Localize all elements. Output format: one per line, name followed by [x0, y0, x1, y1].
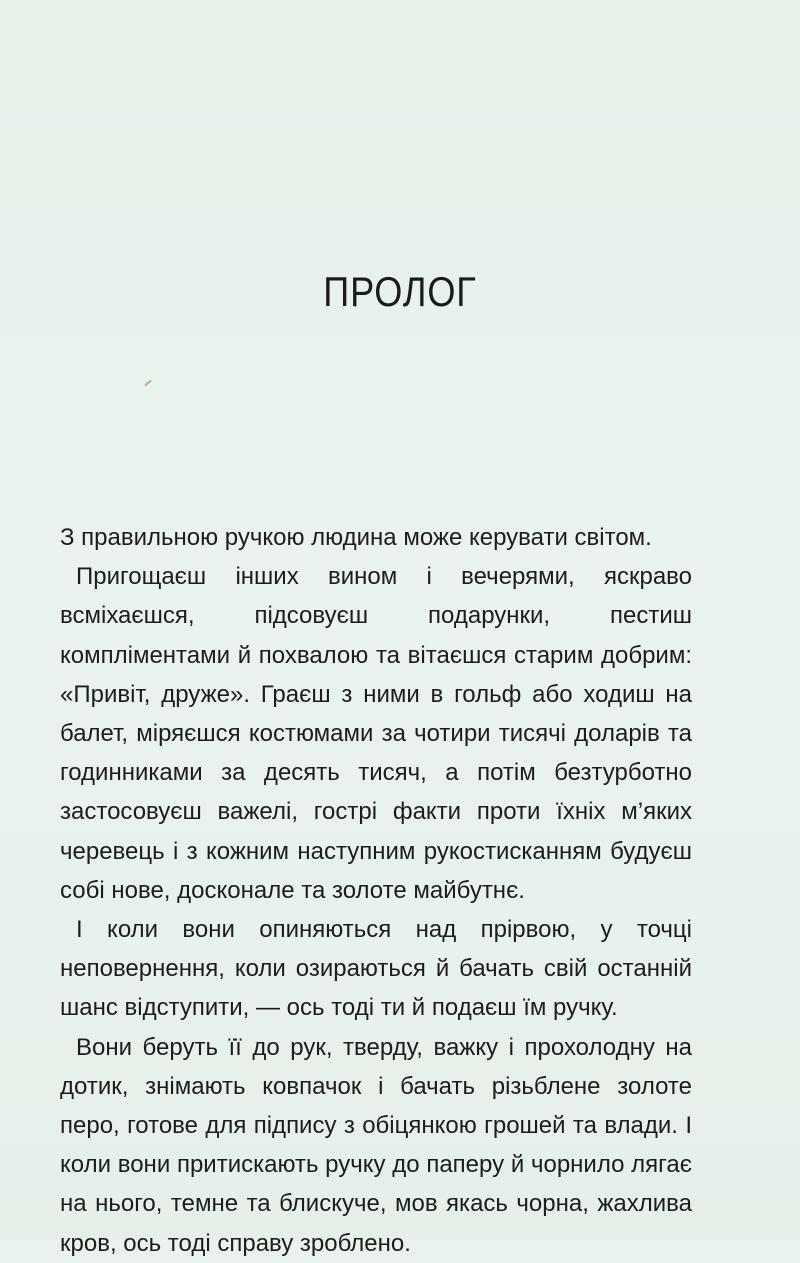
- show-through-text: [40, 50, 760, 84]
- chapter-title: ПРОЛОГ: [323, 268, 477, 315]
- paragraph: Пригощаєш інших вином і вечерями, яскраво всміхаєшся, підсовуєш подарунки, пестиш компліментами й похвалою та вітаєшся старим добрим: «Привіт, друже». Граєш з ними в гольф або ходиш на балет, міряєшся костюмами за чотири тисячі доларів та годинниками за десять тисяч, а потім безтурботно застосовуєш важелі, гострі факти проти їхніх м’яких черевець і з кожним наступним рукостисканням будуєш собі нове, досконале та золоте майбутнє.: [60, 563, 692, 904]
- ink-mark: [144, 380, 151, 387]
- paragraph: З правильною ручкою людина може керувати світом.: [60, 524, 652, 551]
- paragraph: І коли вони опиняються над прірвою, у точці неповернення, коли озираються й бачать свій останній шанс відступити, — ось тоді ти й подаєш їм ручку.: [60, 916, 692, 1022]
- chapter-body: [60, 518, 692, 1263]
- paragraph: Вони беруть її до рук, тверду, важку і прохолодну на дотик, знімають ковпачок і бачать різьблене золоте перо, готове для підпису з обіцянкою грошей та влади. І коли вони притискають ручку до паперу й чорнило лягає на нього, темне та блискуче, мов якась чорна, жахлива кров, ось тоді справу зроблено.: [60, 1033, 692, 1257]
